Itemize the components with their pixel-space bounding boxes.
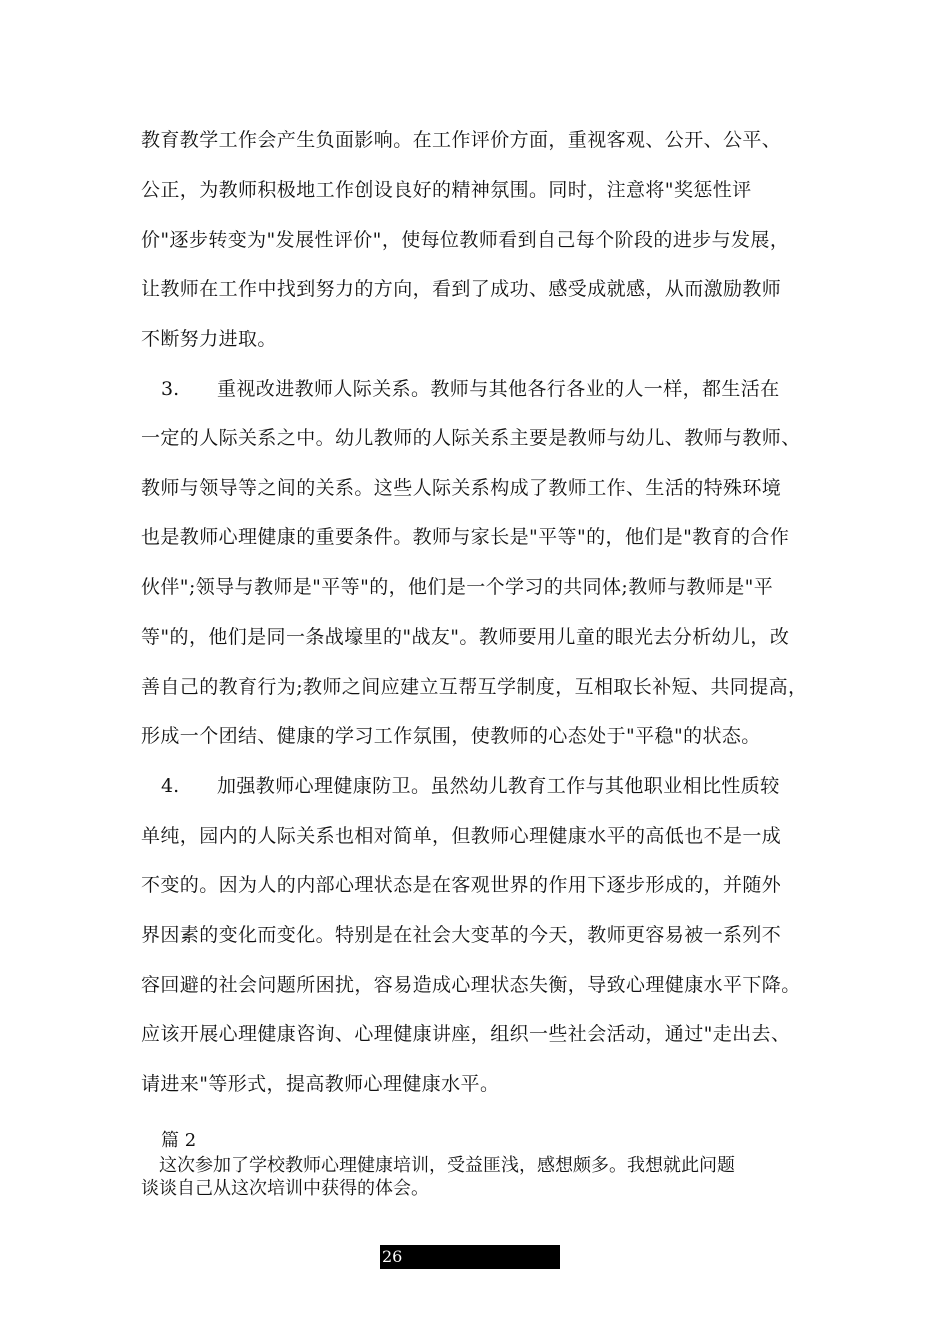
paragraph-line: 也是教师心理健康的重要条件。教师与家长是"平等"的，他们是"教育的合作 <box>141 526 790 548</box>
paragraph-line: 教师与领导等之间的关系。这些人际关系构成了教师工作、生活的特殊环境 <box>141 477 782 499</box>
paragraph-line: 形成一个团结、健康的学习工作氛围，使教师的心态处于"平稳"的状态。 <box>141 725 761 747</box>
paragraph-line: 让教师在工作中找到努力的方向，看到了成功、感受成就感，从而激励教师 <box>141 278 782 300</box>
paragraph-line: 不断努力进取。 <box>141 328 277 350</box>
paragraph-line: 教育教学工作会产生负面影响。在工作评价方面，重视客观、公开、公平、 <box>141 129 782 151</box>
list-item-number: 3. <box>161 378 180 400</box>
paragraph-line: 一定的人际关系之中。幼儿教师的人际关系主要是教师与幼儿、教师与教师、 <box>141 427 801 449</box>
section-title: 篇 2 <box>161 1130 197 1151</box>
paragraph-line: 伙伴";领导与教师是"平等"的，他们是一个学习的共同体;教师与教师是"平 <box>141 576 774 598</box>
paragraph-line: 谈谈自己从这次培训中获得的体会。 <box>141 1178 429 1199</box>
paragraph-line: 界因素的变化而变化。特别是在社会大变革的今天，教师更容易被一系列不 <box>141 924 782 946</box>
paragraph-line: 善自己的教育行为;教师之间应建立互帮互学制度，互相取长补短、共同提高， <box>141 676 808 698</box>
page-number: 26 <box>380 1245 560 1269</box>
paragraph-line: 容回避的社会问题所困扰，容易造成心理状态失衡，导致心理健康水平下降。 <box>141 974 801 996</box>
list-item-number: 4. <box>161 775 180 797</box>
paragraph-line: 等"的，他们是同一条战壕里的"战友"。教师要用儿童的眼光去分析幼儿，改 <box>141 626 790 648</box>
paragraph-line: 加强教师心理健康防卫。虽然幼儿教育工作与其他职业相比性质较 <box>217 775 780 797</box>
paragraph-line: 价"逐步转变为"发展性评价"，使每位教师看到自己每个阶段的进步与发展， <box>141 229 790 251</box>
paragraph-line: 请进来"等形式，提高教师心理健康水平。 <box>141 1073 500 1095</box>
paragraph-line: 这次参加了学校教师心理健康培训，受益匪浅，感想颇多。我想就此问题 <box>141 1155 735 1176</box>
paragraph-line: 单纯，园内的人际关系也相对简单，但教师心理健康水平的高低也不是一成 <box>141 825 782 847</box>
paragraph-line: 不变的。因为人的内部心理状态是在客观世界的作用下逐步形成的，并随外 <box>141 874 782 896</box>
paragraph-line: 重视改进教师人际关系。教师与其他各行各业的人一样，都生活在 <box>217 378 780 400</box>
paragraph-line: 公正，为教师积极地工作创设良好的精神氛围。同时，注意将"奖惩性评 <box>141 179 752 201</box>
paragraph-line: 应该开展心理健康咨询、心理健康讲座，组织一些社会活动，通过"走出去、 <box>141 1023 791 1045</box>
